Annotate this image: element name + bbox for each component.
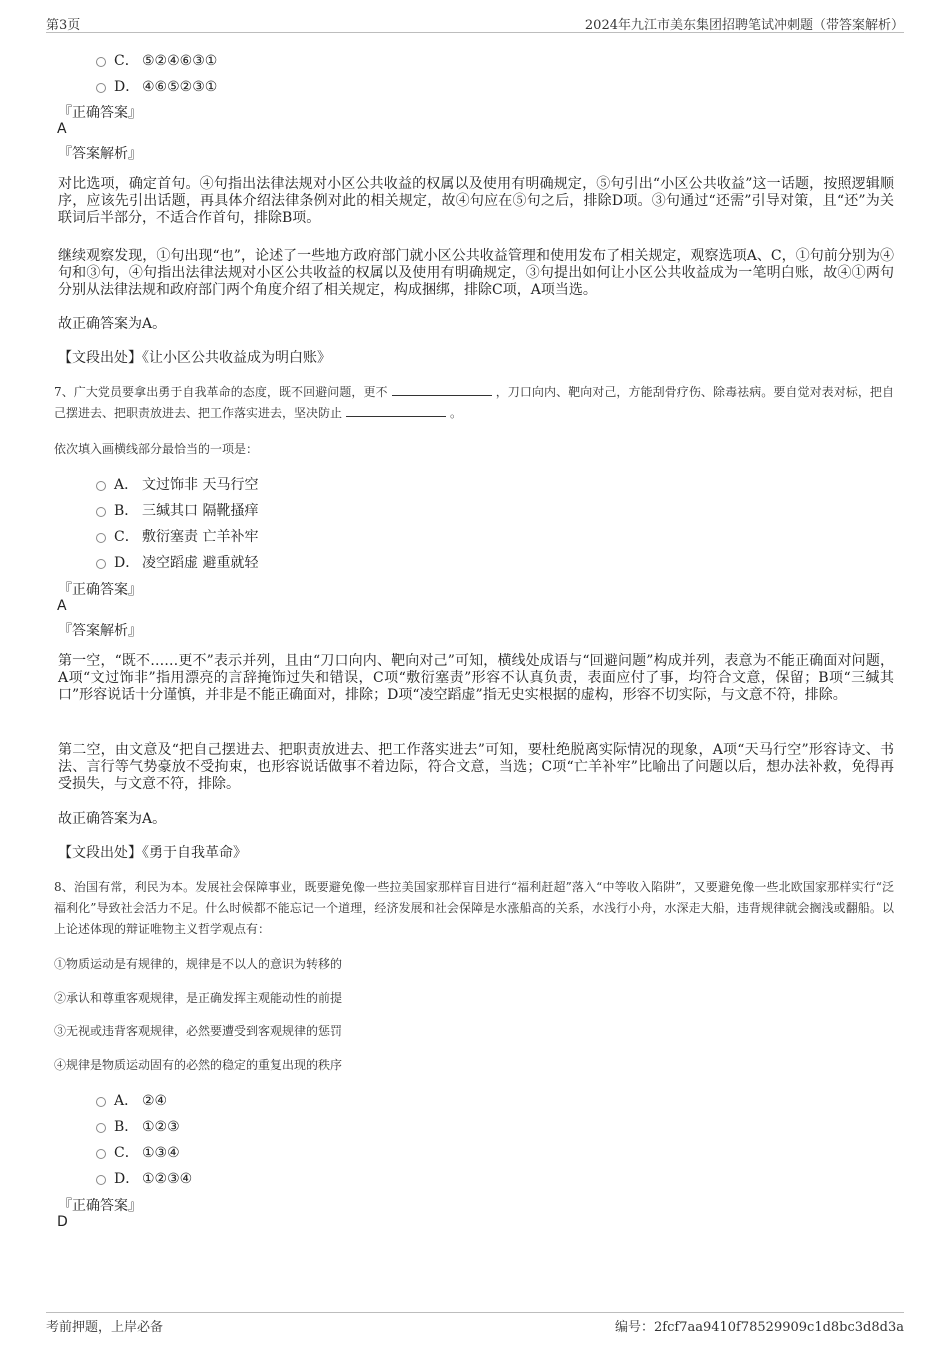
radio-icon[interactable] bbox=[96, 83, 106, 93]
q8-option-c[interactable]: C． ①③④ bbox=[96, 1142, 180, 1162]
radio-icon[interactable] bbox=[96, 481, 106, 491]
radio-icon[interactable] bbox=[96, 1123, 106, 1133]
radio-icon[interactable] bbox=[96, 1097, 106, 1107]
q8-option-d[interactable]: D． ①②③④ bbox=[96, 1168, 192, 1188]
radio-icon[interactable] bbox=[96, 1149, 106, 1159]
q8-statement: ③无视或违背客观规律，必然要遭受到客观规律的惩罚 bbox=[54, 1024, 343, 1038]
q7-option-c[interactable]: C． 敷衍塞责 亡羊补牢 bbox=[96, 526, 258, 546]
document-code: 编号：2fcf7aa9410f78529909c1d8bc3d8d3a bbox=[615, 1320, 904, 1335]
q7-option-d[interactable]: D． 凌空蹈虚 避重就轻 bbox=[96, 552, 258, 572]
q7-analysis-paragraph: 第一空，“既不……更不”表示并列，且由“刀口向内、靶向对己”可知，横线处成语与“回避问题”构成并列，表意为不能正确面对问题，A项“文过饰非”指用漂亮的言辞掩饰过失和错误，C项“敷衍塞责”形容不认真负责，表面应付了事，均符合文意，保留；B项“三缄其口”形容说话十分谨慎，并非是不能正确面对，排除；D项“凌空蹈虚”指无史实根据的虚构，形容不切实际，与文意不符，排除。 bbox=[58, 653, 894, 703]
q6-conclusion: 故正确答案为A。 bbox=[58, 316, 167, 332]
q8-statement: ②承认和尊重客观规律，是正确发挥主观能动性的前提 bbox=[54, 991, 343, 1005]
q6-analysis-paragraph: 继续观察发现，①句出现“也”，论述了一些地方政府部门就小区公共收益管理和使用发布了相关规定，观察选项A、C，①句前分别为④句和③句，④句指出法律法规对小区公共收益的权属以及使用有明确规定，③句提出如何让小区公共收益成为一笔明白账，故④①两句分别从法律法规和政府部门两个角度介绍了相关规定，构成捆绑，排除C项，A项当选。 bbox=[58, 248, 894, 298]
footer-slogan: 考前押题，上岸必备 bbox=[46, 1320, 164, 1335]
q7-option-a[interactable]: A． 文过饰非 天马行空 bbox=[96, 474, 258, 494]
q8-statement: ④规律是物质运动固有的必然的稳定的重复出现的秩序 bbox=[54, 1058, 343, 1072]
fill-blank bbox=[392, 382, 492, 396]
q8-option-a[interactable]: A． ②④ bbox=[96, 1090, 167, 1110]
q6-option-c[interactable]: C． ⑤②④⑥③① bbox=[96, 50, 217, 70]
q6-answer-label: 『正确答案』 bbox=[58, 105, 142, 121]
q6-analysis-paragraph: 对比选项，确定首句。④句指出法律法规对小区公共收益的权属以及使用有明确规定，⑤句引出“小区公共收益”这一话题，按照逻辑顺序，应该先引出话题，再具体介绍法律条例对此的相关规定，故④句应在⑤句之后，排除D项。③句通过“还需”引导对策，且“还”为关联词后半部分，不适合作首句，排除B项。 bbox=[58, 176, 894, 226]
q6-source: 【文段出处】《让小区公共收益成为明白账》 bbox=[58, 350, 331, 366]
q6-analysis-label: 『答案解析』 bbox=[58, 146, 142, 162]
q8-option-b[interactable]: B． ①②③ bbox=[96, 1116, 180, 1136]
q7-analysis-paragraph: 第二空，由文意及“把自己摆进去、把职责放进去、把工作落实进去”可知，要杜绝脱离实际情况的现象，A项“天马行空”形容诗文、书法、言行等气势豪放不受拘束，也形容说话做事不着边际，符合文意，当选；C项“亡羊补牢”比喻出了问题以后，想办法补救，免得再受损失，与文意不符，排除。 bbox=[58, 742, 894, 792]
q7-stem: 7、广大党员要拿出勇于自我革命的态度，既不回避问题，更不 ，刀口向内、靶向对己，方能刮骨疗伤、除毒祛病。要自觉对表对标，把自己摆进去、把职责放进去、把工作落实进去，坚决防止 。 bbox=[54, 382, 894, 424]
q8-stem: 8、治国有常，利民为本。发展社会保障事业，既要避免像一些拉美国家那样盲目进行“福利赶超”落入“中等收入陷阱”，又要避免像一些北欧国家那样实行“泛福利化”导致社会活力不足。什么时候都不能忘记一个道理，经济发展和社会保障是水涨船高的关系，水浅行小舟，水深走大船，违背规律就会搁浅或翻船。以上论述体现的辩证唯物主义哲学观点有： bbox=[54, 880, 894, 936]
q7-analysis-label: 『答案解析』 bbox=[58, 623, 142, 639]
document-title: 2024年九江市美东集团招聘笔试冲刺题（带答案解析） bbox=[584, 18, 904, 33]
page-footer bbox=[46, 1312, 904, 1335]
q7-instruction: 依次填入画横线部分最恰当的一项是： bbox=[54, 442, 259, 456]
radio-icon[interactable] bbox=[96, 507, 106, 517]
radio-icon[interactable] bbox=[96, 559, 106, 569]
q7-answer-label: 『正确答案』 bbox=[58, 582, 142, 598]
radio-icon[interactable] bbox=[96, 533, 106, 543]
fill-blank bbox=[346, 403, 446, 417]
radio-icon[interactable] bbox=[96, 1175, 106, 1185]
q8-statement: ①物质运动是有规律的，规律是不以人的意识为转移的 bbox=[54, 957, 343, 971]
q6-option-d[interactable]: D． ④⑥⑤②③① bbox=[96, 76, 217, 96]
q8-answer-label: 『正确答案』 bbox=[58, 1198, 142, 1214]
q7-source: 【文段出处】《勇于自我革命》 bbox=[58, 845, 247, 861]
q7-conclusion: 故正确答案为A。 bbox=[58, 811, 167, 827]
q8-answer: D bbox=[57, 1214, 68, 1230]
q7-answer: A bbox=[57, 598, 67, 614]
radio-icon[interactable] bbox=[96, 57, 106, 67]
q7-option-b[interactable]: B． 三缄其口 隔靴搔痒 bbox=[96, 500, 258, 520]
page-header bbox=[46, 12, 904, 33]
q6-answer: A bbox=[57, 121, 67, 137]
page-number: 第3页 bbox=[46, 18, 81, 33]
